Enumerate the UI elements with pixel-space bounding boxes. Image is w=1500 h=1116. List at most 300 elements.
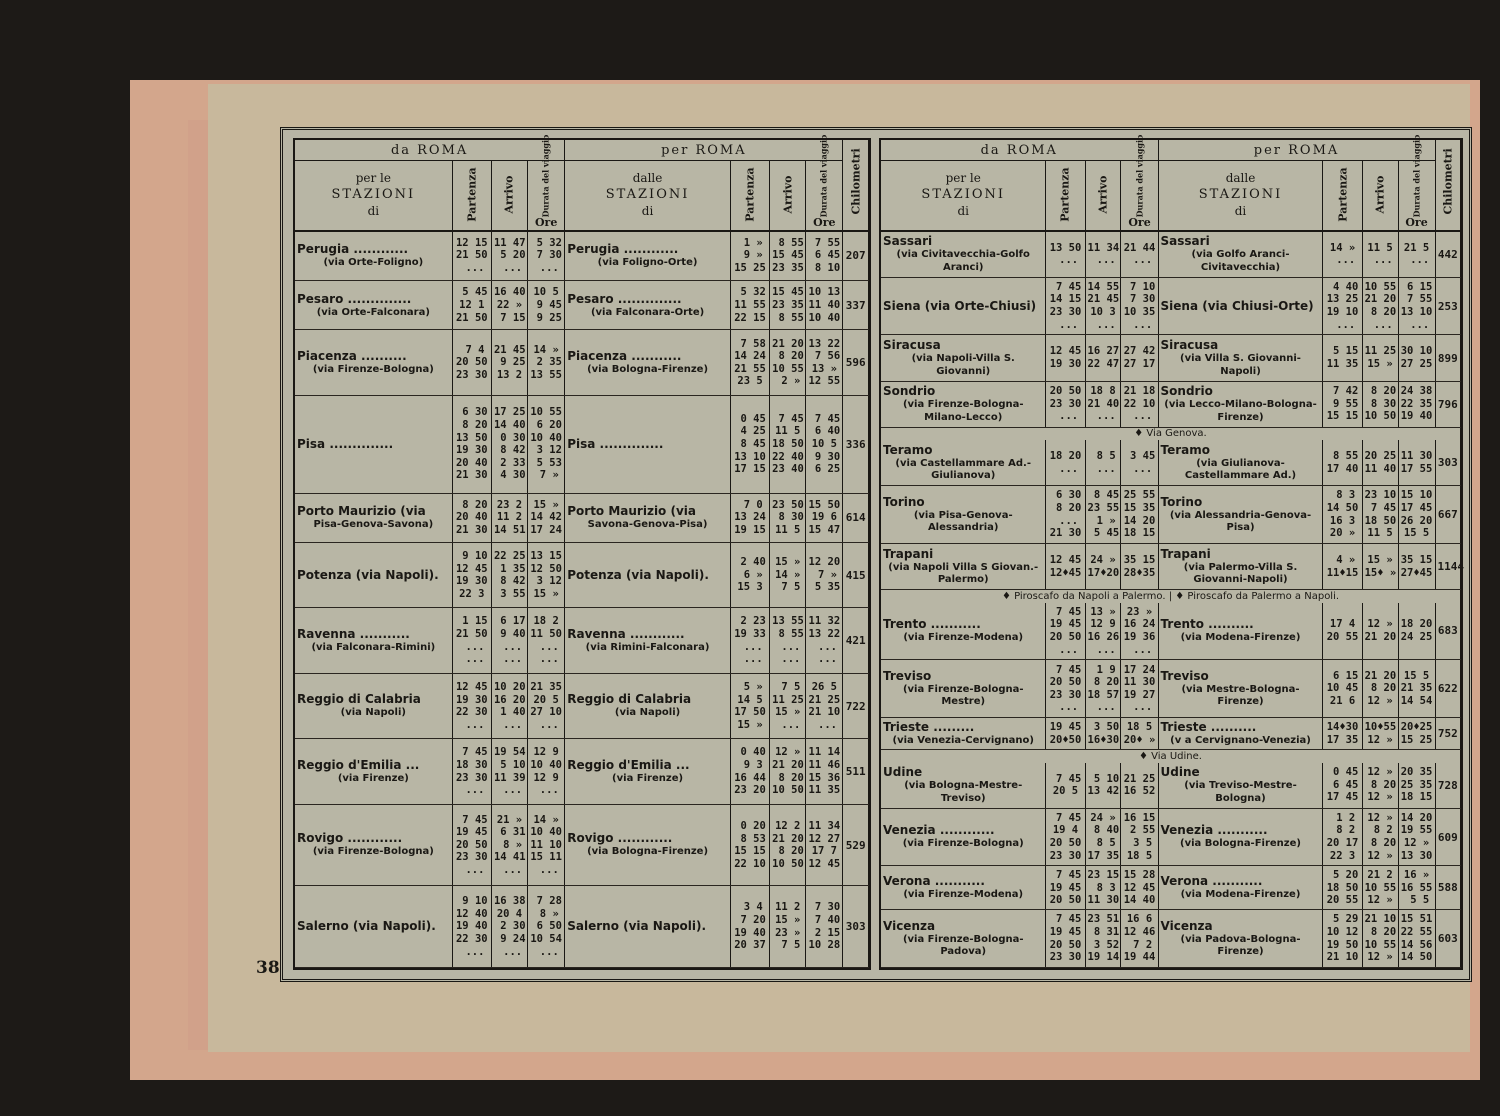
- return-departure-times: 8 3 14 50 16 3 20 »: [1323, 486, 1362, 544]
- station-name: Potenza (via Napoli).: [297, 567, 439, 582]
- table-row: [881, 486, 1461, 544]
- return-duration-times: 20 35 25 35 18 15: [1398, 763, 1435, 809]
- origin-station: [1158, 660, 1323, 718]
- distance-km: 752: [1435, 718, 1460, 750]
- station-route: (via Firenze-Bologna): [312, 363, 434, 375]
- station-name: Vicenza: [1160, 918, 1213, 933]
- departure-times: 7 4 20 50 23 30: [452, 330, 491, 395]
- destination-station: [881, 277, 1046, 335]
- arrival-times: 11 34 ...: [1085, 231, 1121, 278]
- origin-station: [1158, 763, 1323, 809]
- origin-station: [1158, 808, 1323, 866]
- header-durata: Durata del viaggio Ore: [528, 161, 565, 231]
- table-row: [881, 335, 1461, 381]
- origin-station: [1158, 335, 1323, 381]
- distance-km: 622: [1435, 660, 1460, 718]
- header-partenza: Partenza: [1323, 161, 1362, 231]
- departure-times: 9 10 12 40 19 40 22 30 ...: [452, 886, 491, 968]
- return-arrival-times: 8 20 8 30 10 50: [1362, 381, 1398, 427]
- table-row: [881, 763, 1461, 809]
- departure-times: 12 15 21 50 ...: [452, 231, 491, 281]
- destination-station: [881, 660, 1046, 718]
- return-arrival-times: 8 55 15 45 23 35: [770, 231, 806, 281]
- departure-times: 7 45 19 45 20 50 23 30 ...: [452, 804, 491, 886]
- station-name: Ravenna ...........: [297, 626, 410, 641]
- distance-km: 899: [1435, 335, 1460, 381]
- return-duration-times: 15 5 21 35 14 54: [1398, 660, 1435, 718]
- return-departure-times: 1 2 8 2 20 17 22 3: [1323, 808, 1362, 866]
- return-departure-times: 17 4 20 55: [1323, 603, 1362, 660]
- table-row: [881, 866, 1461, 910]
- duration-times: 10 55 6 20 10 40 3 12 5 53 7 »: [528, 395, 565, 493]
- return-duration-times: 10 13 11 40 10 40: [806, 281, 843, 330]
- return-departure-times: 2 23 19 33 ... ...: [730, 608, 769, 673]
- destination-station: [295, 542, 452, 607]
- return-departure-times: 3 4 7 20 19 40 20 37: [730, 886, 769, 968]
- station-route: (via Napoli): [614, 707, 681, 719]
- arrival-times: 23 2 11 2 14 51: [491, 493, 527, 542]
- station-route: (via Firenze-Bologna-Mestre): [902, 683, 1024, 708]
- table-row: [295, 231, 869, 281]
- station-name: Ravenna ............: [567, 626, 685, 641]
- return-departure-times: 2 40 6 » 15 3: [730, 542, 769, 607]
- station-route: (via Golfo Aranci-Civitavecchia): [1191, 249, 1290, 273]
- departure-times: 7 45 19 45 20 50: [1046, 866, 1085, 910]
- station-name: Trapani: [883, 546, 934, 561]
- station-route: Pisa-Genova-Savona): [313, 518, 434, 530]
- departure-times: 6 30 8 20 ... 21 30: [1046, 486, 1085, 544]
- station-route: (via Alessandria-Genova-Pisa): [1169, 509, 1312, 534]
- timetable-left: [293, 134, 871, 970]
- table-row: [295, 395, 869, 493]
- station-route: (via Venezia-Cervignano): [892, 734, 1034, 746]
- departure-times: 20 50 23 30 ...: [1046, 381, 1085, 427]
- distance-km: 728: [1435, 763, 1460, 809]
- distance-km: 683: [1435, 603, 1460, 660]
- station-name: Reggio di Calabria: [297, 692, 421, 707]
- station-route: (via Firenze-Bologna-Padova): [902, 933, 1024, 958]
- return-duration-times: 21 5 ...: [1398, 231, 1435, 278]
- return-arrival-times: 12 2 21 20 8 20 10 50: [770, 804, 806, 886]
- return-departure-times: 0 20 8 53 15 15 22 10: [730, 804, 769, 886]
- distance-km: 253: [1435, 277, 1460, 335]
- station-name: Verona ...........: [883, 874, 985, 889]
- table-row: [295, 608, 869, 673]
- return-duration-times: 11 14 11 46 15 36 11 35: [806, 739, 843, 804]
- station-route: (via Foligno-Orte): [597, 257, 698, 269]
- origin-station: [565, 739, 731, 804]
- station-route: (via Napoli): [340, 707, 406, 719]
- arrival-times: 8 45 23 55 1 » 5 45: [1085, 486, 1121, 544]
- departure-times: 7 45 19 4 20 50 23 30: [1046, 808, 1085, 866]
- arrival-times: 11 47 5 20 ...: [491, 231, 527, 281]
- return-duration-times: 7 55 6 45 8 10: [806, 231, 843, 281]
- return-arrival-times: 23 50 8 30 11 5: [770, 493, 806, 542]
- duration-times: 12 9 10 40 12 9 ...: [528, 739, 565, 804]
- departure-times: 12 45 12♦45: [1046, 544, 1085, 590]
- table-row: [295, 542, 869, 607]
- table-row: [881, 603, 1461, 660]
- station-name: Verona ...........: [1160, 874, 1263, 889]
- header-da-roma: da ROMA: [881, 140, 1158, 161]
- table-row: [295, 330, 869, 395]
- return-arrival-times: 15 » 14 » 7 5: [770, 542, 806, 607]
- distance-km: 1144: [1435, 544, 1460, 590]
- table-row: [295, 673, 869, 738]
- station-route: (via Padova-Bologna-Firenze): [1180, 933, 1301, 958]
- return-departure-times: 8 55 17 40: [1323, 440, 1362, 486]
- arrival-times: 21 » 6 31 8 » 14 41 ...: [491, 804, 527, 886]
- destination-station: [295, 886, 452, 968]
- return-arrival-times: 20 25 11 40: [1362, 440, 1398, 486]
- departure-times: 7 45 20 5: [1046, 763, 1085, 809]
- destination-station: [295, 330, 452, 395]
- duration-times: 13 15 12 50 3 12 15 »: [528, 542, 565, 607]
- origin-station: [1158, 486, 1323, 544]
- distance-km: 421: [843, 608, 869, 673]
- origin-station: [1158, 440, 1323, 486]
- return-duration-times: 11 32 13 22 ... ...: [806, 608, 843, 673]
- origin-station: [565, 673, 731, 738]
- station-name: Rovigo ............: [297, 831, 403, 846]
- table-row: [295, 281, 869, 330]
- origin-station: [1158, 544, 1323, 590]
- station-name: Reggio d'Emilia ...: [567, 757, 690, 772]
- header-arrivo: Arrivo: [770, 161, 806, 231]
- return-arrival-times: 7 5 11 25 15 » ...: [770, 673, 806, 738]
- return-departure-times: 5 20 18 50 20 55: [1323, 866, 1362, 910]
- table-row: [881, 440, 1461, 486]
- station-route: (via Falconara-Orte): [590, 306, 705, 318]
- origin-station: [565, 608, 731, 673]
- duration-times: 27 42 27 17: [1121, 335, 1158, 381]
- distance-km: 614: [843, 493, 869, 542]
- table-row: [295, 804, 869, 886]
- destination-station: [295, 673, 452, 738]
- return-departure-times: 5 15 11 35: [1323, 335, 1362, 381]
- table-row: [881, 808, 1461, 866]
- station-name: Pesaro ..............: [567, 291, 682, 306]
- timetable-sheet: [280, 127, 1472, 982]
- origin-station: [565, 493, 731, 542]
- distance-km: 336: [843, 395, 869, 493]
- station-route: (via Modena-Firenze): [1180, 632, 1301, 644]
- header-arrivo: Arrivo: [491, 161, 527, 231]
- destination-station: [295, 281, 452, 330]
- destination-station: [881, 440, 1046, 486]
- return-arrival-times: 23 10 7 45 18 50 11 5: [1362, 486, 1398, 544]
- station-route: (via Lecco-Milano-Bologna-Firenze): [1164, 399, 1317, 423]
- return-departure-times: 5 32 11 55 22 15: [730, 281, 769, 330]
- destination-station: [881, 718, 1046, 750]
- arrival-times: 17 25 14 40 0 30 8 42 2 33 4 30: [491, 395, 527, 493]
- table-row: [881, 277, 1461, 335]
- station-name: Trieste ..........: [1160, 719, 1257, 734]
- station-route: (via Bologna-Firenze): [587, 846, 709, 858]
- duration-times: 10 5 9 45 9 25: [528, 281, 565, 330]
- table-row: [881, 231, 1461, 278]
- distance-km: 303: [843, 886, 869, 968]
- return-duration-times: 12 20 7 » 5 35: [806, 542, 843, 607]
- origin-station: [1158, 381, 1323, 427]
- station-name: Potenza (via Napoli).: [567, 567, 709, 582]
- station-name: Porto Maurizio (via: [297, 503, 426, 518]
- station-route: (via Pisa-Genova-Alessandria): [913, 509, 1013, 534]
- station-route: (via Castellammare Ad.-Giulianova): [895, 457, 1032, 482]
- distance-km: 529: [843, 804, 869, 886]
- station-name: Teramo: [883, 442, 933, 457]
- station-route: (via Firenze-Modena): [903, 889, 1024, 901]
- station-name: Udine: [1160, 765, 1200, 780]
- station-route: Savona-Genova-Pisa): [587, 518, 708, 530]
- return-arrival-times: 11 5 ...: [1362, 231, 1398, 278]
- destination-station: [881, 335, 1046, 381]
- duration-times: 21 18 22 10 ...: [1121, 381, 1158, 427]
- destination-station: [881, 808, 1046, 866]
- station-route: (via Orte-Falconara): [316, 306, 430, 318]
- station-name: Trento ...........: [883, 617, 981, 632]
- arrival-times: 13 » 12 9 16 26 ...: [1085, 603, 1121, 660]
- footnote: ♦ Piroscafo da Napoli a Palermo. | ♦ Piroscafo da Palermo a Napoli.: [881, 590, 1461, 603]
- station-name: Sassari: [1160, 234, 1210, 249]
- departure-times: 12 45 19 30 22 30 ...: [452, 673, 491, 738]
- distance-km: 511: [843, 739, 869, 804]
- return-departure-times: 0 40 9 3 16 44 23 20: [730, 739, 769, 804]
- arrival-times: 14 55 21 45 10 3 ...: [1085, 277, 1121, 335]
- station-route: (via Firenze-Bologna-Milano-Lecco): [902, 399, 1024, 423]
- arrival-times: 10 20 16 20 1 40 ...: [491, 673, 527, 738]
- table-row: [881, 718, 1461, 750]
- station-route: (via Modena-Firenze): [1180, 889, 1301, 901]
- departure-times: 6 30 8 20 13 50 19 30 20 40 21 30: [452, 395, 491, 493]
- origin-station: [1158, 866, 1323, 910]
- return-arrival-times: 21 2 10 55 12 »: [1362, 866, 1398, 910]
- departure-times: 7 45 18 30 23 30 ...: [452, 739, 491, 804]
- destination-station: [881, 603, 1046, 660]
- station-name: Venezia ............: [883, 823, 995, 838]
- station-name: Torino: [1160, 494, 1203, 509]
- page-number: 38: [256, 958, 280, 978]
- station-route: (via Napoli-Villa S. Giovanni): [911, 353, 1015, 377]
- return-duration-times: 14 20 19 55 12 » 13 30: [1398, 808, 1435, 866]
- departure-times: 19 45 20♦50: [1046, 718, 1085, 750]
- station-route: (via Mestre-Bologna-Firenze): [1181, 683, 1300, 708]
- station-name: Rovigo ............: [567, 831, 673, 846]
- header-durata: Durata del viaggio Ore: [1398, 161, 1435, 231]
- table-row: [881, 381, 1461, 427]
- distance-km: 603: [1435, 910, 1460, 968]
- destination-station: [295, 804, 452, 886]
- distance-km: 207: [843, 231, 869, 281]
- return-duration-times: 30 10 27 25: [1398, 335, 1435, 381]
- departure-times: 9 10 12 45 19 30 22 3: [452, 542, 491, 607]
- distance-km: 303: [1435, 440, 1460, 486]
- duration-times: 14 » 10 40 11 10 15 11 ...: [528, 804, 565, 886]
- destination-station: [881, 381, 1046, 427]
- header-per-roma: per ROMA: [565, 140, 843, 161]
- return-departure-times: 14 » ...: [1323, 231, 1362, 278]
- station-name: Venezia ...........: [1160, 823, 1268, 838]
- footnote: ♦ Via Udine.: [881, 750, 1461, 763]
- return-duration-times: 15 10 17 45 26 20 15 5: [1398, 486, 1435, 544]
- station-name: Siena (via Orte-Chiusi): [883, 298, 1037, 313]
- station-route: (via Bologna-Firenze): [1180, 838, 1301, 850]
- arrival-times: 8 5 ...: [1085, 440, 1121, 486]
- origin-station: [1158, 277, 1323, 335]
- arrival-times: 6 17 9 40 ... ...: [491, 608, 527, 673]
- duration-times: 21 44 ...: [1121, 231, 1158, 278]
- station-route: (via Rimini-Falconara): [585, 641, 710, 653]
- return-arrival-times: 10♦55 12 »: [1362, 718, 1398, 750]
- destination-station: [295, 608, 452, 673]
- return-departure-times: 4 40 13 25 19 10 ...: [1323, 277, 1362, 335]
- station-name: Sondrio: [883, 384, 936, 399]
- arrival-times: 5 10 13 42: [1085, 763, 1121, 809]
- duration-times: 18 2 11 50 ... ...: [528, 608, 565, 673]
- distance-km: 609: [1435, 808, 1460, 866]
- return-departure-times: 0 45 6 45 17 45: [1323, 763, 1362, 809]
- departure-times: 1 15 21 50 ... ...: [452, 608, 491, 673]
- arrival-times: 1 9 8 20 18 57 ...: [1085, 660, 1121, 718]
- return-duration-times: 15 51 22 55 14 56 14 50: [1398, 910, 1435, 968]
- station-route: (via Firenze): [612, 772, 684, 784]
- duration-times: 14 » 2 35 13 55: [528, 330, 565, 395]
- header-durata: Durata del viaggio Ore: [1121, 161, 1158, 231]
- duration-times: 23 » 16 24 19 36 ...: [1121, 603, 1158, 660]
- return-arrival-times: 7 45 11 5 18 50 22 40 23 40: [770, 395, 806, 493]
- return-departure-times: 5 » 14 5 17 50 15 »: [730, 673, 769, 738]
- station-route: (via Treviso-Mestre-Bologna): [1184, 780, 1297, 804]
- return-duration-times: 15 50 19 6 15 47: [806, 493, 843, 542]
- origin-station: [1158, 910, 1323, 968]
- origin-station: [565, 231, 731, 281]
- header-per-roma: per ROMA: [1158, 140, 1435, 161]
- departure-times: 7 45 20 50 23 30 ...: [1046, 660, 1085, 718]
- arrival-times: 23 15 8 3 11 30: [1085, 866, 1121, 910]
- arrival-times: 16 40 22 » 7 15: [491, 281, 527, 330]
- header-arrivo: Arrivo: [1085, 161, 1121, 231]
- station-name: Torino: [883, 494, 925, 509]
- station-name: Trento ..........: [1160, 617, 1254, 632]
- header-stazioni-from: dalle STAZIONI di: [565, 161, 731, 231]
- arrival-times: 16 38 20 4 2 30 9 24 ...: [491, 886, 527, 968]
- return-arrival-times: 11 2 15 » 23 » 7 5: [770, 886, 806, 968]
- origin-station: [1158, 231, 1323, 278]
- return-departure-times: 7 0 13 24 19 15: [730, 493, 769, 542]
- station-name: Siracusa: [883, 338, 941, 353]
- station-name: Salerno (via Napoli).: [567, 919, 707, 934]
- duration-times: 17 24 11 30 19 27 ...: [1121, 660, 1158, 718]
- origin-station: [565, 542, 731, 607]
- duration-times: 16 15 2 55 3 5 18 5: [1121, 808, 1158, 866]
- return-departure-times: 7 58 14 24 21 55 23 5: [730, 330, 769, 395]
- destination-station: [295, 493, 452, 542]
- station-name: Porto Maurizio (via: [567, 503, 696, 518]
- departure-times: 7 45 14 15 23 30 ...: [1046, 277, 1085, 335]
- return-arrival-times: 12 » 8 20 12 »: [1362, 763, 1398, 809]
- departure-times: 5 45 12 1 21 50: [452, 281, 491, 330]
- table-row: [295, 493, 869, 542]
- table-row: [881, 910, 1461, 968]
- destination-station: [881, 231, 1046, 278]
- station-route: (via Orte-Foligno): [323, 257, 424, 269]
- arrival-times: 19 54 5 10 11 39 ...: [491, 739, 527, 804]
- return-duration-times: 11 34 12 27 17 7 12 45: [806, 804, 843, 886]
- return-duration-times: 7 45 6 40 10 5 9 30 6 25: [806, 395, 843, 493]
- header-durata: Durata del viaggio Ore: [806, 161, 843, 231]
- departure-times: 8 20 20 40 21 30: [452, 493, 491, 542]
- footnote-row: [881, 427, 1461, 440]
- duration-times: 16 6 12 46 7 2 19 44: [1121, 910, 1158, 968]
- station-name: Reggio di Calabria: [567, 692, 692, 707]
- return-arrival-times: 15 45 23 35 8 55: [770, 281, 806, 330]
- station-name: Siena (via Chiusi-Orte): [1160, 298, 1314, 313]
- station-name: Piacenza ...........: [567, 348, 682, 363]
- return-arrival-times: 21 20 8 20 10 55 2 »: [770, 330, 806, 395]
- return-departure-times: 0 45 4 25 8 45 13 10 17 15: [730, 395, 769, 493]
- distance-km: 415: [843, 542, 869, 607]
- return-departure-times: 6 15 10 45 21 6: [1323, 660, 1362, 718]
- return-arrival-times: 12 » 21 20 8 20 10 50: [770, 739, 806, 804]
- station-name: Perugia ............: [297, 242, 409, 257]
- return-arrival-times: 13 55 8 55 ... ...: [770, 608, 806, 673]
- arrival-times: 16 27 22 47: [1085, 335, 1121, 381]
- return-departure-times: 14♦30 17 35: [1323, 718, 1362, 750]
- station-name: Sassari: [883, 234, 933, 249]
- arrival-times: 21 45 9 25 13 2: [491, 330, 527, 395]
- departure-times: 13 50 ...: [1046, 231, 1085, 278]
- destination-station: [295, 231, 452, 281]
- timetable-right-table: [881, 134, 1465, 968]
- return-arrival-times: 15 » 15♦ »: [1362, 544, 1398, 590]
- station-route: (via Bologna-Firenze): [587, 363, 709, 375]
- return-duration-times: 20♦25 15 25: [1398, 718, 1435, 750]
- distance-km: 442: [1435, 231, 1460, 278]
- return-duration-times: 6 15 7 55 13 10 ...: [1398, 277, 1435, 335]
- distance-km: 796: [1435, 381, 1460, 427]
- header-partenza: Partenza: [452, 161, 491, 231]
- header-stazioni-to: per le STAZIONI di: [295, 161, 452, 231]
- station-route: (via Bologna-Mestre-Treviso): [904, 780, 1023, 804]
- station-name: Salerno (via Napoli).: [297, 919, 436, 934]
- return-duration-times: 26 5 21 25 21 10 ...: [806, 673, 843, 738]
- destination-station: [881, 486, 1046, 544]
- distance-km: 596: [843, 330, 869, 395]
- arrival-times: 18 8 21 40 ...: [1085, 381, 1121, 427]
- destination-station: [295, 395, 452, 493]
- distance-km: 722: [843, 673, 869, 738]
- table-row: [295, 886, 869, 968]
- station-name: Perugia ............: [567, 242, 679, 257]
- station-route: (via Villa S. Giovanni-Napoli): [1180, 353, 1301, 377]
- origin-station: [565, 395, 731, 493]
- duration-times: 5 32 7 30 ...: [528, 231, 565, 281]
- return-arrival-times: 12 » 8 2 8 20 12 »: [1362, 808, 1398, 866]
- table-row: [881, 544, 1461, 590]
- destination-station: [881, 910, 1046, 968]
- return-arrival-times: 21 20 8 20 12 »: [1362, 660, 1398, 718]
- station-route: (via Palermo-Villa S. Giovanni-Napoli): [1183, 561, 1298, 586]
- origin-station: [565, 281, 731, 330]
- station-route: (via Napoli Villa S Giovan.-Palermo): [888, 561, 1039, 586]
- duration-times: 7 10 7 30 10 35 ...: [1121, 277, 1158, 335]
- distance-km: 667: [1435, 486, 1460, 544]
- table-row: [295, 739, 869, 804]
- return-duration-times: 7 30 7 40 2 15 10 28: [806, 886, 843, 968]
- station-route: (via Civitavecchia-Golfo Aranci): [896, 249, 1030, 273]
- station-name: Trapani: [1160, 546, 1211, 561]
- header-partenza: Partenza: [1046, 161, 1085, 231]
